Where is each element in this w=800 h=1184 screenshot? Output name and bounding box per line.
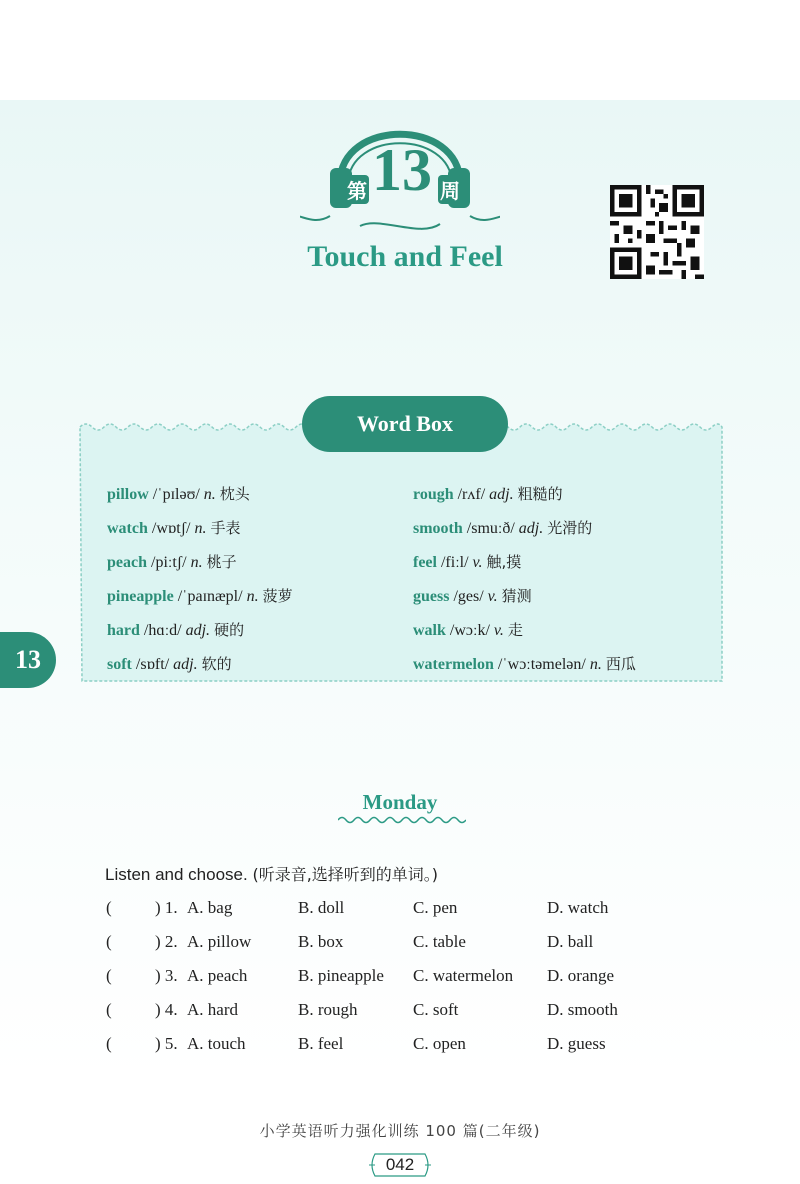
- option-d: D. guess: [547, 1034, 606, 1053]
- word-meaning: 手表: [210, 519, 241, 537]
- page-number: [365, 1150, 435, 1180]
- word-pos: v.: [472, 554, 483, 571]
- word-en: smooth: [413, 520, 463, 537]
- word-en: pillow: [107, 486, 149, 503]
- word-meaning: 光滑的: [547, 519, 593, 537]
- word-phonetic: /wɔːk/: [449, 622, 490, 639]
- qr-code-icon[interactable]: [610, 185, 704, 279]
- word-meaning: 粗糙的: [517, 485, 563, 503]
- word-pos: v.: [487, 588, 498, 605]
- word-en: guess: [413, 588, 450, 605]
- page-number-text: 042: [385, 1155, 415, 1174]
- option-a: A. pillow: [187, 932, 252, 951]
- option-d: D. orange: [547, 966, 615, 985]
- question-row: [0, 898, 800, 926]
- word-phonetic: /ˈpɪləʊ/: [152, 486, 200, 503]
- option-b: B. pineapple: [298, 966, 384, 985]
- option-c: C. soft: [413, 1000, 459, 1019]
- word-phonetic: /rʌf/: [457, 486, 486, 503]
- word-meaning: 硬的: [214, 621, 245, 639]
- word-meaning: 西瓜: [605, 655, 636, 673]
- answer-blank[interactable]: (: [106, 1034, 112, 1053]
- word-entry: [107, 517, 241, 538]
- option-b: B. rough: [298, 1000, 358, 1019]
- unit-number: 13: [372, 137, 432, 203]
- unit-suffix: 周: [438, 175, 462, 204]
- answer-blank[interactable]: (: [106, 966, 112, 985]
- option-b: B. box: [298, 932, 344, 951]
- word-meaning: 枕头: [219, 485, 250, 503]
- word-en: walk: [413, 622, 446, 639]
- word-en: watch: [107, 520, 148, 537]
- word-phonetic: /smuːð/: [466, 520, 515, 537]
- word-entry: [107, 585, 293, 606]
- unit-side-tab[interactable]: 13: [0, 632, 56, 688]
- word-entry: [413, 619, 523, 640]
- wave-underline: [338, 815, 466, 825]
- word-meaning: 桃子: [206, 553, 237, 571]
- unit-prefix: 第: [345, 175, 369, 204]
- question-number: ) 2.: [155, 932, 178, 951]
- option-a: A. touch: [187, 1034, 246, 1053]
- exercise-instruction: [105, 862, 438, 885]
- option-b: B. feel: [298, 1034, 344, 1053]
- unit-badge-text: [340, 137, 470, 220]
- question-number: ) 5.: [155, 1034, 178, 1053]
- word-meaning: 猜测: [501, 587, 532, 605]
- word-en: rough: [413, 486, 454, 503]
- word-phonetic: /piːtʃ/: [151, 554, 187, 571]
- word-entry: [413, 585, 532, 606]
- word-entry: [413, 483, 563, 504]
- word-phonetic: /wɒtʃ/: [151, 520, 191, 537]
- word-en: peach: [107, 554, 147, 571]
- word-entry: [107, 483, 250, 504]
- word-meaning: 软的: [201, 655, 232, 673]
- option-d: D. smooth: [547, 1000, 618, 1019]
- question-number: ) 4.: [155, 1000, 178, 1019]
- word-phonetic: /ˈwɔːtəmelən/: [497, 656, 586, 673]
- word-meaning: 触,摸: [486, 553, 522, 571]
- question-row: [0, 966, 800, 994]
- instruction-cn: (听录音,选择听到的单词。): [252, 865, 439, 884]
- word-entry: [107, 653, 232, 674]
- word-pos: adj.: [173, 656, 198, 673]
- word-en: soft: [107, 656, 132, 673]
- word-entry: [107, 619, 244, 640]
- word-phonetic: /hɑːd/: [143, 622, 182, 639]
- question-row: [0, 932, 800, 960]
- option-a: A. bag: [187, 898, 233, 917]
- word-pos: adj.: [489, 486, 514, 503]
- word-pos: n.: [246, 588, 259, 605]
- question-number: ) 3.: [155, 966, 178, 985]
- option-d: D. ball: [547, 932, 594, 951]
- word-pos: adj.: [518, 520, 544, 537]
- word-phonetic: /ges/: [453, 588, 484, 605]
- answer-blank[interactable]: (: [106, 1000, 112, 1019]
- option-a: A. hard: [187, 1000, 238, 1019]
- answer-blank[interactable]: (: [106, 932, 112, 951]
- word-en: feel: [413, 554, 437, 571]
- option-c: C. pen: [413, 898, 458, 917]
- book-title: 小学英语听力强化训练 100 篇(二年级): [259, 1122, 541, 1140]
- word-entry: [413, 653, 636, 674]
- word-entry: [413, 551, 521, 572]
- word-meaning: 走: [507, 621, 523, 639]
- word-pos: n.: [589, 656, 602, 673]
- section-title: Monday: [362, 790, 438, 814]
- option-b: B. doll: [298, 898, 345, 917]
- word-phonetic: /sɒft/: [135, 656, 170, 673]
- word-meaning: 菠萝: [262, 587, 293, 605]
- option-a: A. peach: [187, 966, 248, 985]
- option-c: C. table: [413, 932, 466, 951]
- answer-blank[interactable]: (: [106, 898, 112, 917]
- word-pos: n.: [190, 554, 203, 571]
- question-row: [0, 1000, 800, 1028]
- word-pos: n.: [203, 486, 216, 503]
- word-pos: adj.: [185, 622, 211, 639]
- option-c: C. watermelon: [413, 966, 514, 985]
- word-box-label: Word Box: [302, 396, 508, 452]
- word-entry: [107, 551, 237, 572]
- option-d: D. watch: [547, 898, 609, 917]
- word-entry: [413, 517, 592, 538]
- question-number: ) 1.: [155, 898, 178, 917]
- word-pos: v.: [493, 622, 504, 639]
- unit-title: Touch and Feel: [307, 240, 503, 273]
- word-en: watermelon: [413, 656, 494, 673]
- word-en: hard: [107, 622, 140, 639]
- word-phonetic: /fiːl/: [440, 554, 469, 571]
- word-en: pineapple: [107, 588, 174, 605]
- word-phonetic: /ˈpaɪnæpl/: [177, 588, 243, 605]
- word-pos: n.: [194, 520, 207, 537]
- question-row: [0, 1034, 800, 1062]
- option-c: C. open: [413, 1034, 466, 1053]
- instruction-en: Listen and choose.: [105, 865, 248, 884]
